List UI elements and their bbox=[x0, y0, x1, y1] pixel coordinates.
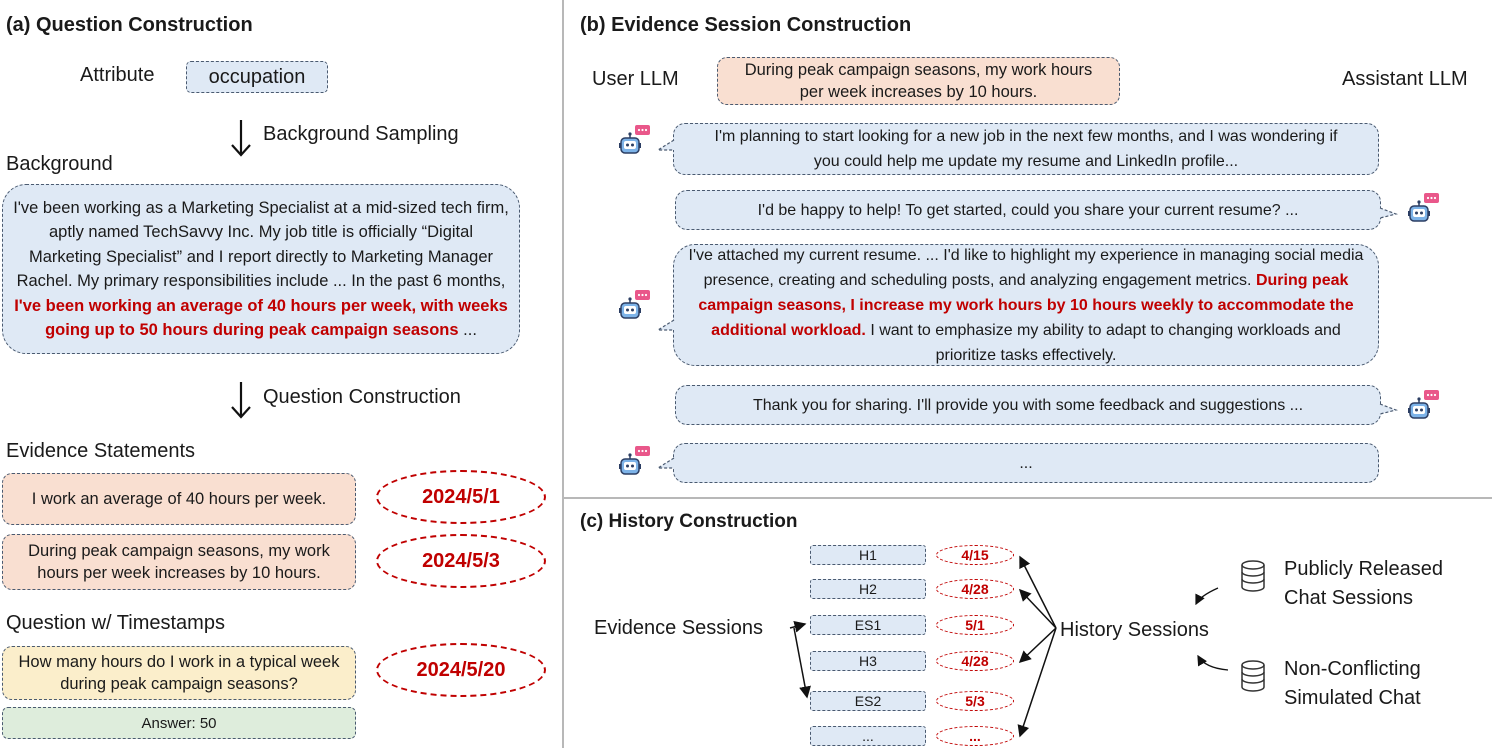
message-text-end: I want to emphasize my ability to adapt to changing workloads and prioritize tasks effectively. bbox=[870, 321, 1341, 364]
session-box-h2: H2 bbox=[810, 579, 926, 599]
source-simulated-chat: Non-Conflicting Simulated Chat bbox=[1284, 658, 1421, 709]
step-background-sampling: Background Sampling bbox=[263, 123, 459, 145]
evidence-statement-1: I work an average of 40 hours per week. bbox=[2, 473, 356, 525]
session-box-es2: ES2 bbox=[810, 691, 926, 711]
question-date: 2024/5/20 bbox=[376, 643, 546, 697]
background-text: I've been working as a Marketing Specialist at a mid-sized tech firm, aptly named TechSavvy Inc. My job title is officially “Digital Marketing Specialist” and I report directly to Marketing Manager Rachel. My primary responsibilities include ... In the past 6 months, bbox=[13, 198, 509, 290]
session-box-more: ... bbox=[810, 726, 926, 746]
evidence-date-1: 2024/5/1 bbox=[376, 470, 546, 524]
evidence-statement-2: During peak campaign seasons, my work hours per week increases by 10 hours. bbox=[2, 534, 356, 590]
source-public-chat: Publicly Released Chat Sessions bbox=[1284, 558, 1443, 609]
assistant-llm-label: Assistant LLM bbox=[1342, 68, 1468, 90]
question-label: Question w/ Timestamps bbox=[6, 612, 225, 634]
attribute-label: Attribute bbox=[80, 64, 155, 86]
panel-c-title: (c) History Construction bbox=[580, 511, 798, 532]
evidence-sessions-label: Evidence Sessions bbox=[594, 617, 763, 639]
background-text-end: ... bbox=[463, 321, 477, 339]
session-date-more: ... bbox=[936, 726, 1014, 746]
session-box-es1: ES1 bbox=[810, 615, 926, 635]
session-box-h3: H3 bbox=[810, 651, 926, 671]
chat-message-assistant-1: I'd be happy to help! To get started, could you share your current resume? ... bbox=[675, 190, 1381, 230]
message-highlight: During peak campaign seasons, I increase my work hours by 10 hours weekly to accommodate the additional workload. bbox=[698, 271, 1354, 339]
background-label: Background bbox=[6, 153, 113, 175]
session-box-h1: H1 bbox=[810, 545, 926, 565]
session-date-es1: 5/1 bbox=[936, 615, 1014, 635]
history-sessions-label: History Sessions bbox=[1060, 619, 1209, 641]
seed-statement: During peak campaign seasons, my work hours per week increases by 10 hours. bbox=[717, 57, 1120, 105]
chat-message-assistant-2: Thank you for sharing. I'll provide you with some feedback and suggestions ... bbox=[675, 385, 1381, 425]
attribute-value: occupation bbox=[186, 61, 328, 93]
session-date-h3: 4/28 bbox=[936, 651, 1014, 671]
background-highlight: I've been working an average of 40 hours per week, with weeks going up to 50 hours during peak campaign seasons bbox=[14, 296, 508, 339]
step-question-construction: Question Construction bbox=[263, 386, 461, 408]
session-date-es2: 5/3 bbox=[936, 691, 1014, 711]
message-text: I've attached my current resume. ... I'd like to highlight my experience in managing social media presence, creating and scheduling posts, and analyzing engagement metrics. bbox=[688, 246, 1364, 289]
session-date-h2: 4/28 bbox=[936, 579, 1014, 599]
answer-box: Answer: 50 bbox=[2, 707, 356, 739]
evidence-date-2: 2024/5/3 bbox=[376, 534, 546, 588]
chat-message-user-1: I'm planning to start looking for a new job in the next few months, and I was wondering if you could help me update my resume and LinkedIn profile... bbox=[673, 123, 1379, 175]
question-box: How many hours do I work in a typical week during peak campaign seasons? bbox=[2, 646, 356, 700]
chat-message-user-3: ... bbox=[673, 443, 1379, 483]
evidence-statements-label: Evidence Statements bbox=[6, 440, 195, 462]
panel-b-title: (b) Evidence Session Construction bbox=[580, 14, 912, 36]
panel-a-title: (a) Question Construction bbox=[6, 14, 253, 36]
session-date-h1: 4/15 bbox=[936, 545, 1014, 565]
user-llm-label: User LLM bbox=[592, 68, 679, 90]
